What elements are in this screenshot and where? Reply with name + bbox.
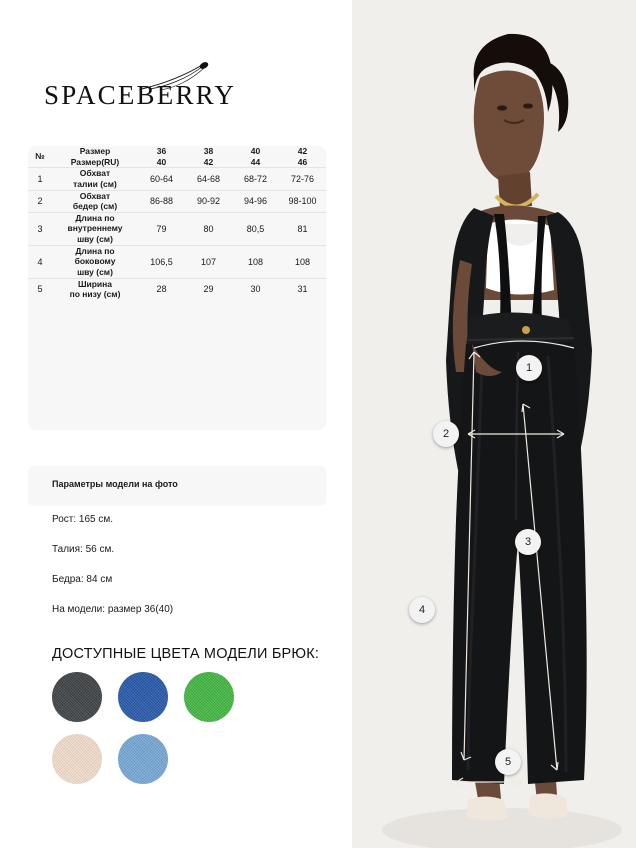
measurement-marker-4[interactable]: 4 bbox=[409, 597, 435, 623]
size-value: 44 bbox=[250, 156, 261, 167]
table-row bbox=[28, 168, 326, 190]
measure-value: 108 bbox=[247, 256, 264, 267]
measure-value: 31 bbox=[297, 284, 308, 295]
row-label-line: Длина по bbox=[75, 245, 115, 256]
row-label: Размер bbox=[79, 146, 111, 156]
measure-value: 106,5 bbox=[150, 256, 173, 267]
color-swatch-green[interactable] bbox=[184, 672, 234, 722]
row-number: 4 bbox=[37, 256, 43, 267]
list-item: Бедра: 84 см bbox=[52, 574, 113, 585]
measure-value: 94-96 bbox=[243, 196, 268, 207]
fabric-texture-icon bbox=[52, 734, 102, 784]
measure-value: 79 bbox=[156, 223, 167, 234]
measurement-marker-1[interactable]: 1 bbox=[516, 355, 542, 381]
row-label-line: Ширина bbox=[77, 278, 113, 289]
color-swatch-light-blue[interactable] bbox=[118, 734, 168, 784]
brand-name: SPACEBERRY bbox=[44, 80, 237, 110]
measure-value: 29 bbox=[203, 284, 214, 295]
row-label-line: шву (см) bbox=[77, 266, 113, 277]
color-swatch-row bbox=[52, 734, 312, 784]
fabric-texture-icon bbox=[184, 672, 234, 722]
size-value: 40 bbox=[156, 156, 167, 167]
measure-value: 80 bbox=[203, 223, 214, 234]
size-table bbox=[28, 146, 326, 300]
row-number: 3 bbox=[37, 223, 43, 234]
model-illustration bbox=[352, 0, 636, 848]
measure-value: 60-64 bbox=[149, 173, 174, 184]
measure-value: 107 bbox=[200, 256, 217, 267]
color-swatch-cream[interactable] bbox=[52, 734, 102, 784]
row-number: 1 bbox=[37, 173, 43, 184]
row-label-line: талии (см) bbox=[73, 178, 117, 189]
list-item: Талия: 56 см. bbox=[52, 544, 115, 555]
fabric-texture-icon bbox=[118, 672, 168, 722]
row-number: 5 bbox=[37, 284, 43, 295]
size-value: 46 bbox=[297, 156, 308, 167]
table-row bbox=[28, 278, 326, 300]
row-label-line: внутреннему bbox=[67, 223, 123, 234]
measure-value: 108 bbox=[294, 256, 311, 267]
table-row bbox=[28, 212, 326, 245]
table-header-row-1 bbox=[28, 146, 326, 157]
color-swatch-grid bbox=[52, 672, 312, 796]
size-value: 42 bbox=[203, 156, 214, 167]
measure-value: 90-92 bbox=[196, 196, 221, 207]
size-table-card bbox=[28, 146, 326, 430]
measure-value: 98-100 bbox=[288, 196, 317, 207]
color-swatch-blue[interactable] bbox=[118, 672, 168, 722]
measurement-marker-2[interactable]: 2 bbox=[433, 421, 459, 447]
table-row bbox=[28, 190, 326, 212]
table-header-row-2 bbox=[28, 157, 326, 168]
color-swatch-graphite[interactable] bbox=[52, 672, 102, 722]
table-row bbox=[28, 245, 326, 278]
brand-logo bbox=[44, 62, 314, 114]
row-label: Размер(RU) bbox=[70, 156, 120, 167]
size-value: 40 bbox=[250, 146, 261, 156]
row-label-line: бедер (см) bbox=[72, 201, 118, 212]
color-swatch-row bbox=[52, 672, 312, 722]
measure-value: 72-76 bbox=[290, 173, 315, 184]
row-label-line: боковому bbox=[74, 256, 116, 267]
size-value: 36 bbox=[156, 146, 167, 156]
colors-section-title: ДОСТУПНЫЕ ЦВЕТА МОДЕЛИ БРЮК: bbox=[52, 646, 320, 662]
fabric-texture-icon bbox=[118, 734, 168, 784]
list-item: Рост: 165 см. bbox=[52, 514, 114, 525]
measurement-marker-3[interactable]: 3 bbox=[515, 529, 541, 555]
row-label-line: шву (см) bbox=[77, 234, 113, 244]
measure-value: 28 bbox=[156, 284, 167, 295]
measure-value: 30 bbox=[250, 284, 261, 295]
model-photo bbox=[352, 0, 636, 848]
model-params-card bbox=[28, 466, 326, 506]
measure-value: 81 bbox=[297, 223, 308, 234]
measure-value: 80,5 bbox=[246, 223, 265, 234]
list-item: На модели: размер 36(40) bbox=[52, 604, 174, 615]
row-label-line: Обхват bbox=[79, 168, 111, 179]
row-label-line: Длина по bbox=[75, 212, 115, 223]
fabric-texture-icon bbox=[52, 672, 102, 722]
column-header-number: № bbox=[35, 151, 45, 162]
model-params-list bbox=[52, 514, 332, 634]
model-params-title: Параметры модели на фото bbox=[52, 479, 178, 489]
size-value: 42 bbox=[297, 146, 308, 156]
measure-value: 86-88 bbox=[149, 196, 174, 207]
measurement-marker-5[interactable]: 5 bbox=[495, 749, 521, 775]
row-number: 2 bbox=[37, 196, 43, 207]
measure-value: 64-68 bbox=[196, 173, 221, 184]
row-label-line: Обхват bbox=[79, 190, 111, 201]
row-label-line: по низу (см) bbox=[69, 289, 121, 300]
measure-value: 68-72 bbox=[243, 173, 268, 184]
size-value: 38 bbox=[203, 146, 214, 156]
